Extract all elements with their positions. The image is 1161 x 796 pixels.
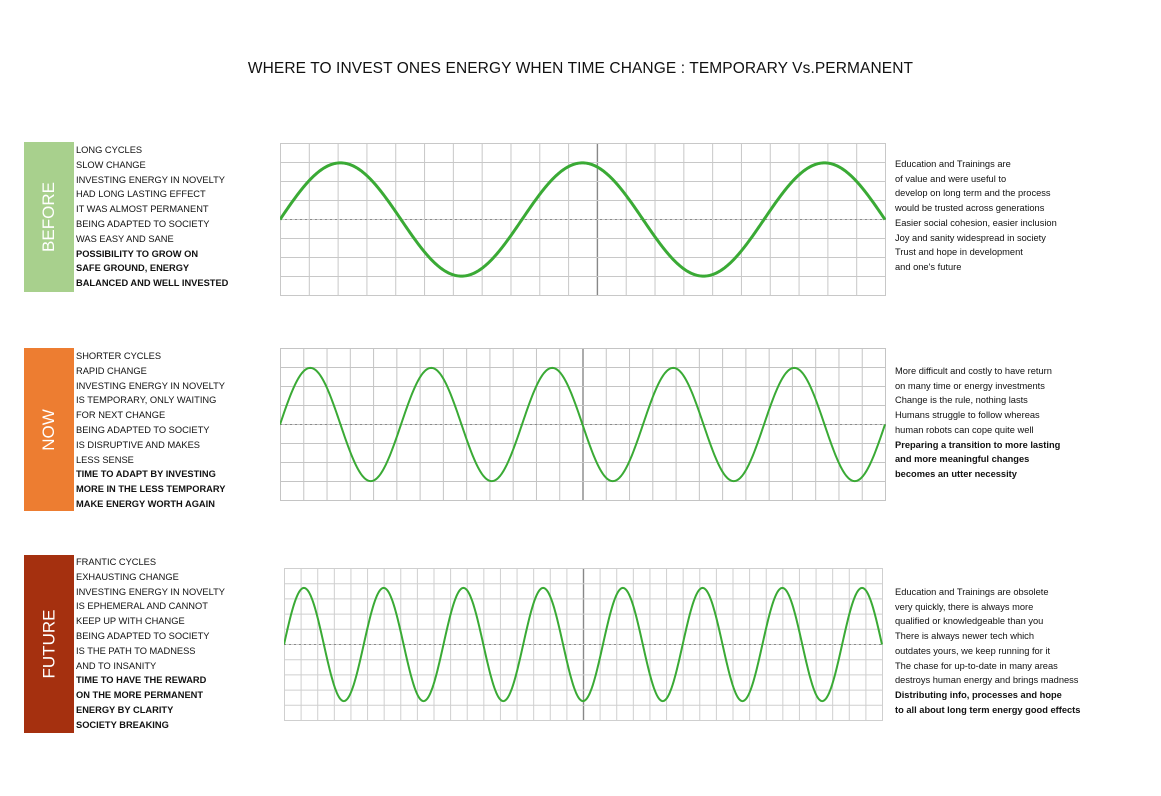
description-line: becomes an utter necessity	[895, 468, 1017, 479]
description-line: Humans struggle to follow whereas	[895, 410, 1040, 421]
description-line: Trust and hope in development	[895, 247, 1023, 258]
characteristic-line: EXHAUSTING CHANGE	[76, 571, 179, 582]
characteristic-line: BALANCED AND WELL INVESTED	[76, 278, 229, 289]
description-line: very quickly, there is always more	[895, 601, 1034, 612]
description-line: Distributing info, processes and hope	[895, 689, 1062, 700]
wave-grid	[280, 143, 886, 296]
characteristic-line: ON THE MORE PERMANENT	[76, 690, 204, 701]
characteristic-line: TIME TO HAVE THE REWARD	[76, 675, 207, 686]
phase-label-before	[24, 142, 74, 292]
characteristic-line: TIME TO ADAPT BY INVESTING	[76, 469, 216, 480]
characteristic-line: BEING ADAPTED TO SOCIETY	[76, 630, 210, 641]
characteristic-line: IT WAS ALMOST PERMANENT	[76, 204, 209, 215]
description-line: outdates yours, we keep running for it	[895, 645, 1051, 656]
characteristic-line: IS DISRUPTIVE AND MAKES	[76, 439, 200, 450]
phase-label-now	[24, 348, 74, 511]
description-line: of value and were useful to	[895, 173, 1007, 184]
characteristic-line: SAFE GROUND, ENERGY	[76, 263, 190, 274]
characteristics-future	[76, 555, 266, 733]
characteristic-line: SHORTER CYCLES	[76, 351, 162, 361]
description-line: develop on long term and the process	[895, 188, 1051, 199]
description-line: Change is the rule, nothing lasts	[895, 395, 1028, 406]
description-line: More difficult and costly to have return	[895, 366, 1052, 376]
characteristic-line: INVESTING ENERGY IN NOVELTY	[76, 586, 225, 597]
description-line: and one's future	[895, 261, 962, 272]
characteristic-line: SOCIETY BREAKING	[76, 719, 169, 730]
description-line: The chase for up-to-date in many areas	[895, 660, 1058, 671]
characteristic-line: IS TEMPORARY, ONLY WAITING	[76, 395, 217, 406]
description-line: Joy and sanity widespread in society	[895, 232, 1046, 243]
characteristic-line: KEEP UP WITH CHANGE	[76, 616, 185, 627]
characteristic-line: IS EPHEMERAL AND CANNOT	[76, 601, 208, 612]
description-now	[895, 364, 1135, 482]
characteristic-line: FOR NEXT CHANGE	[76, 410, 166, 421]
characteristics-before	[76, 143, 266, 291]
phase-label-future	[24, 555, 74, 733]
wave-chart-before	[280, 143, 886, 296]
description-line: on many time or energy investments	[895, 380, 1045, 391]
characteristic-line: WAS EASY AND SANE	[76, 233, 174, 244]
description-line: Preparing a transition to more lasting	[895, 439, 1061, 450]
phase-label-text: FUTURE	[39, 609, 59, 679]
description-future	[895, 585, 1135, 717]
description-line: to all about long term energy good effects	[895, 704, 1081, 715]
characteristic-line: LONG CYCLES	[76, 145, 143, 155]
characteristic-line: RAPID CHANGE	[76, 365, 147, 376]
characteristic-line: FRANTIC CYCLES	[76, 557, 157, 567]
description-line: qualified or knowledgeable than you	[895, 616, 1044, 627]
phase-label-text: NOW	[38, 408, 58, 451]
description-line: would be trusted across generations	[895, 203, 1045, 214]
characteristic-line: SLOW CHANGE	[76, 159, 146, 170]
characteristic-line: INVESTING ENERGY IN NOVELTY	[76, 174, 225, 185]
description-line: Education and Trainings are obsolete	[895, 587, 1049, 597]
characteristic-line: BEING ADAPTED TO SOCIETY	[76, 424, 210, 435]
characteristic-line: MAKE ENERGY WORTH AGAIN	[76, 498, 215, 509]
characteristics-now	[76, 349, 266, 512]
wave-chart-future	[284, 568, 883, 721]
characteristic-line: MORE IN THE LESS TEMPORARY	[76, 484, 226, 495]
description-line: destroys human energy and brings madness	[895, 675, 1079, 686]
characteristic-line: LESS SENSE	[76, 454, 134, 465]
characteristic-line: AND TO INSANITY	[76, 660, 157, 671]
description-line: Easier social cohesion, easier inclusion	[895, 217, 1057, 228]
characteristic-line: IS THE PATH TO MADNESS	[76, 645, 196, 656]
wave-grid	[284, 568, 883, 721]
phase-label-text: BEFORE	[39, 182, 58, 252]
description-line: There is always newer tech which	[895, 631, 1034, 642]
wave-chart-now	[280, 348, 886, 501]
description-line: and more meaningful changes	[895, 454, 1030, 465]
characteristic-line: HAD LONG LASTING EFFECT	[76, 189, 206, 200]
characteristic-line: POSSIBILITY TO GROW ON	[76, 248, 199, 259]
diagram-title: WHERE TO INVEST ONES ENERGY WHEN TIME CHANGE : TEMPORARY Vs.PERMANENT	[247, 60, 914, 77]
description-line: Education and Trainings are	[895, 159, 1011, 169]
description-line: human robots can cope quite well	[895, 424, 1034, 435]
description-before	[895, 157, 1135, 275]
characteristic-line: INVESTING ENERGY IN NOVELTY	[76, 380, 225, 391]
characteristic-line: BEING ADAPTED TO SOCIETY	[76, 218, 210, 229]
characteristic-line: ENERGY BY CLARITY	[76, 704, 174, 715]
